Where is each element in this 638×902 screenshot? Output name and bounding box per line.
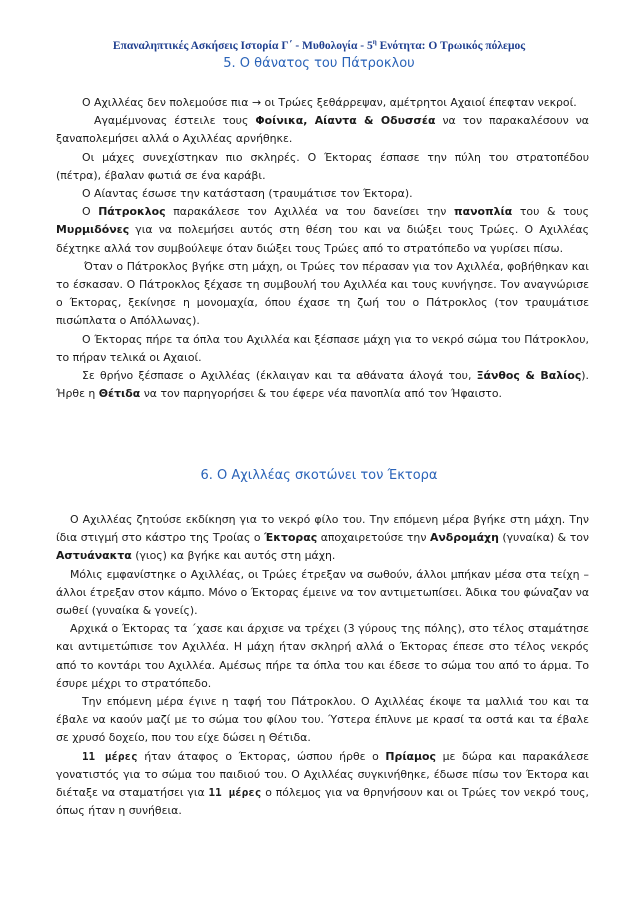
section-body bbox=[56, 511, 589, 820]
emphasis-name: Πάτροκλος bbox=[98, 205, 166, 219]
paragraph-text: Ο Αχιλλέας ζητούσε εκδίκηση για το νεκρό φίλο του. Την επόμενη μέρα βγήκε στη μάχη. Την ίδια στιγμή στο κάστρο της Τροίας ο bbox=[56, 513, 589, 545]
paragraph: Όταν ο Πάτροκλος βγήκε στη μάχη, οι Τρώες τον πέρασαν για τον Αχιλλέα, φοβήθηκαν και το έσκασαν. Ο Πάτροκλος ξέχασε τη συμβουλή του Αχιλλέα και τους κυνήγησε. Τον αναγνώρισε ο Έκτορας, ξεκίνησε η μονομαχία, όπου έχασε τη ζωή του ο Πάτροκλος (τον τραυμάτισε πισώπλατα ο Απόλλωνας). bbox=[56, 259, 589, 328]
running-header bbox=[0, 38, 638, 52]
paragraph-text: (γυναίκα) & τον bbox=[498, 531, 589, 545]
paragraph bbox=[56, 112, 589, 148]
paragraph-text: Σε θρήνο ξέσπασε ο Αχιλλέας (έκλαιγαν και τα αθάνατα άλογά του, bbox=[82, 369, 477, 383]
emphasis-name: Αστυάνακτα bbox=[56, 549, 132, 563]
paragraph: Μόλις εμφανίστηκε ο Αχιλλέας, οι Τρώες έτρεξαν να σωθούν, άλλοι μπήκαν μέσα στα τείχη – άλλοι έτρεξαν στον κάμπο. Μόνο ο Έκτορας έμεινε να τον αντιμετωπίσει. Άδικα του φώναζαν να σωθεί (γυναίκα & γονείς). bbox=[56, 567, 589, 618]
paragraph-text: οι Τρώες ξεθάρρεψαν, αμέτρητοι Αχαιοί έπεφταν νεκροί. bbox=[261, 96, 577, 109]
paragraph-text: Ο bbox=[82, 205, 99, 219]
paragraph-text: Αγαμέμνονας έστειλε τους bbox=[94, 114, 256, 128]
header-text: Επαναληπτικές Ασκήσεις Ιστορία Γ΄ - Μυθολογία - 5 bbox=[112, 39, 373, 52]
paragraph-text: αποχαιρετούσε την bbox=[317, 531, 430, 545]
arrow-icon: → bbox=[251, 96, 262, 109]
emphasis-duration: 11 μέρες bbox=[82, 749, 138, 763]
paragraph-text: να τον παρακαλέσουν να ξαναπολεμήσει αλλά ο Αχιλλέας αρνήθηκε. bbox=[56, 114, 589, 146]
emphasis-name: Έκτορας bbox=[264, 531, 318, 545]
paragraph-text: (γιος) κα βγήκε και αυτός στη μάχη. bbox=[131, 549, 336, 563]
paragraph-text: με δώρα και παρακάλεσε γονατιστός για το σώμα του παιδιού του. Ο Αχιλλέας συγκινήθηκε, έδωσε πίσω τον Έκτορα και διέταξε να σταματήσει για bbox=[56, 749, 589, 800]
paragraph bbox=[56, 367, 589, 403]
paragraph: Ο Έκτορας πήρε τα όπλα του Αχιλλέα και ξέσπασε μάχη για το νεκρό σώμα του Πάτροκλου, το πήραν τελικά οι Αχαιοί. bbox=[56, 332, 589, 364]
emphasis-term: Μυρμιδόνες bbox=[56, 223, 130, 237]
section-title: 5. Ο θάνατος του Πάτροκλου bbox=[223, 56, 415, 71]
paragraph: Την επόμενη μέρα έγινε η ταφή του Πάτροκλου. Ο Αχιλλέας έκοψε τα μαλλιά του και τα έβαλε να καούν μαζί με το σώμα του φίλου του. Ύστερα έπλυνε με κρασί τα οστά και τα έβαλε σε χρυσό δοχείο, που του είχε δώσει η Θέτιδα. bbox=[56, 695, 589, 745]
paragraph-text: Ο Αχιλλέας δεν πολεμούσε πια bbox=[82, 96, 252, 109]
paragraph: Ο Αίαντας έσωσε την κατάσταση (τραυμάτισε τον Έκτορα). bbox=[82, 187, 413, 201]
paragraph-text: του & τους bbox=[512, 205, 589, 219]
emphasis-term: πανοπλία bbox=[454, 205, 513, 219]
emphasis-duration: 11 μέρες bbox=[208, 786, 262, 800]
paragraph: Οι μάχες συνεχίστηκαν πιο σκληρές. Ο Έκτορας έσπασε την πύλη του στρατοπέδου (πέτρα), έβαλαν φωτιά σε ένα καράβι. bbox=[56, 150, 589, 182]
emphasis-name: Θέτιδα bbox=[98, 387, 141, 401]
paragraph: Αρχικά ο Έκτορας τα ΄χασε και άρχισε να τρέχει (3 γύρους της πόλης), στο τέλος σταμάτησε και αντιμετώπισε τον Αχιλλέα. Η μάχη ήταν σκληρή αλλά ο Έκτορας έπεσε στο τέλος νεκρός από το κοντάρι του Αχιλλέα. Αμέσως πήρε τα όπλα του και έδεσε το σώμα του από το άρμα. Το έσυρε μέχρι το στρατόπεδο. bbox=[56, 622, 589, 690]
paragraph bbox=[56, 94, 589, 112]
header-text-rest: Ενότητα: Ο Τρωικός πόλεμος bbox=[376, 39, 526, 52]
paragraph bbox=[56, 203, 589, 258]
section-title: 6. Ο Αχιλλέας σκοτώνει τον Έκτορα bbox=[200, 468, 438, 483]
paragraph bbox=[56, 511, 589, 566]
paragraph-text: ο πόλεμος για να θρηνήσουν και οι Τρώες τον νεκρό τους, όπως ήταν η συνήθεια. bbox=[56, 786, 589, 818]
paragraph-text: ήταν άταφος ο Έκτορας, ώσπου ήρθε ο bbox=[137, 749, 386, 763]
emphasis-names: Φοίνικα, Αίαντα & Οδυσσέα bbox=[255, 114, 436, 128]
emphasis-name: Πρίαμος bbox=[385, 749, 436, 763]
paragraph-text: για να πολεμήσει αυτός στη θέση του και να διώξει τους Τρώες. Ο Αχιλλέας δέχτηκε αλλά τον συμβούλεψε όταν διώξει τους Τρώες από το στρατόπεδο να γυρίσει πίσω. bbox=[56, 223, 589, 255]
paragraph-text: ). Ήρθε η bbox=[56, 369, 589, 401]
header-superscript: η bbox=[372, 38, 377, 46]
section-body bbox=[56, 94, 589, 403]
paragraph bbox=[56, 748, 589, 821]
paragraph-text: παρακάλεσε τον Αχιλλέα να του δανείσει την bbox=[165, 205, 454, 219]
emphasis-name: Ανδρομάχη bbox=[429, 531, 499, 545]
paragraph-text: να τον παρηγορήσει & του έφερε νέα πανοπλία από τον Ήφαιστο. bbox=[140, 387, 502, 401]
emphasis-names: Ξάνθος & Βαλίος bbox=[476, 369, 582, 383]
